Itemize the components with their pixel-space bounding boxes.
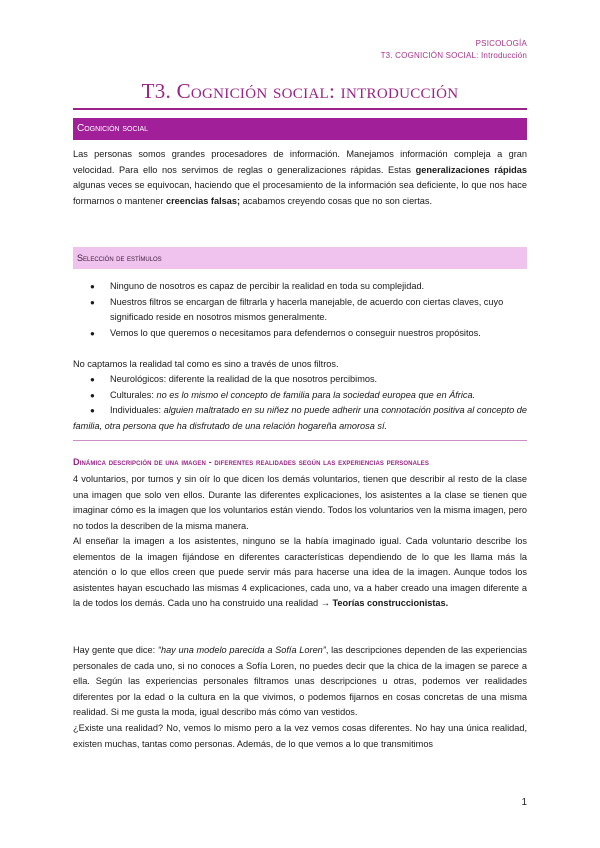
list-item: ● Vemos lo que queremos o necesitamos para defendernos o conseguir nuestros propósitos. [73,326,527,342]
section-heading-cognicion: Cognición social [73,118,527,140]
list-item: ● Neurológicos: diferente la realidad de la que nosotros percibimos. [73,372,527,388]
title-underline [73,108,527,110]
paragraph: 4 voluntarios, por turnos y sin oír lo que dicen los demás voluntarios, tienen que describir al resto de la clase una imagen que solo ven ellos. Durante las diferentes explicaciones, los asistentes a la clase se tienen que imaginar cómo es la imagen que los voluntarios están viendo. Todos los voluntarios ven la misma imagen, pero no todos la describen de la misma manera. [73,474,527,531]
bullet-icon: ● [90,375,95,384]
bullet-icon: ● [90,282,95,291]
bullet-icon: ● [90,406,95,415]
bullet-list-filters [73,372,527,403]
intro-paragraph: Las personas somos grandes procesadores de información. Manejamos información compleja a gran velocidad. Para ello nos servimos de reglas o generalizaciones rápidas. Estas generalizaciones rápidas algunas veces se equivocan, haciendo que el procesamiento de la información sea deficiente, lo que nos hace formarnos o mantener creencias falsas; acabamos creyendo cosas que no son ciertas. [73,149,527,206]
paragraph: ¿Existe una realidad? No, vemos lo mismo pero a la vez vemos cosas diferentes. No hay una única realidad, existen muchas, tantas como personas. Además, de lo que vemos a lo que transmitimos [73,723,527,749]
section-heading-dinamica: Dinámica descripción de una imagen - diferentes realidades según las experiencias personales [73,457,430,467]
bullet-icon: ● [90,390,95,400]
bullet-list-perception [73,279,527,341]
section-divider [73,440,527,441]
list-item: ● Individuales: alguien maltratado en su niñez no puede adherir una connotación positiva al concepto de familia, otra persona que ha disfrutado de una relación hogareña amorosa sí. [73,405,527,431]
paragraph: Hay gente que dice: “hay una modelo parecida a Sofía Loren”, las descripciones dependen de las experiencias personales de cada uno, si no conoces a Sofía Loren, no puedes decir que la chica de la imagen se parece a ella. Según las experiencias personales filtramos unas descripciones u otras, podemos ver realidades diferentes por la edad o la cultura en la que vivimos, o podemos fijarnos en cosas concretas de una misma realidad. Si me gusta la moda, igual describo más cómo van vestidos. [73,645,528,717]
filters-intro: No captamos la realidad tal como es sino a través de unos filtros. [73,359,339,369]
bullet-icon: ● [90,328,95,338]
list-item: ● Nuestros filtros se encargan de filtrarla y hacerla manejable, de acuerdo con ciertas claves, cuyo significado reside en nosotros mismos generalmente. [90,296,504,322]
running-header-subject: PSICOLOGÍA [475,39,527,48]
list-item: ● Ninguno de nosotros es capaz de percibir la realidad en toda su complejidad. [73,279,527,295]
section-heading-seleccion: Selección de estímulos [73,247,527,269]
list-item: ● Culturales: no es lo mismo el concepto de familia para la sociedad europea que en África. [73,388,527,404]
page-number: 1 [521,797,527,808]
page-title: T3. Cognición social: introducción [141,79,459,103]
running-header-topic: T3. COGNICIÓN SOCIAL: Introducción [380,51,527,60]
paragraph: Al enseñar la imagen a los asistentes, ninguno se la había imaginado igual. Cada voluntario describe los elementos de la imagen fijándose en diferentes características dependiendo de lo que les llama más la atención o lo que ellos creen que puede servir más para hacerse una idea de la imagen. Aunque todos los asistentes hayan escuchado las mismas 4 explicaciones, cada uno, va a haber creado una imagen diferente a la de todos los demás. Cada uno ha construido una realidad → Teorías construccionistas. [73,536,527,608]
bullet-icon: ● [90,297,95,307]
